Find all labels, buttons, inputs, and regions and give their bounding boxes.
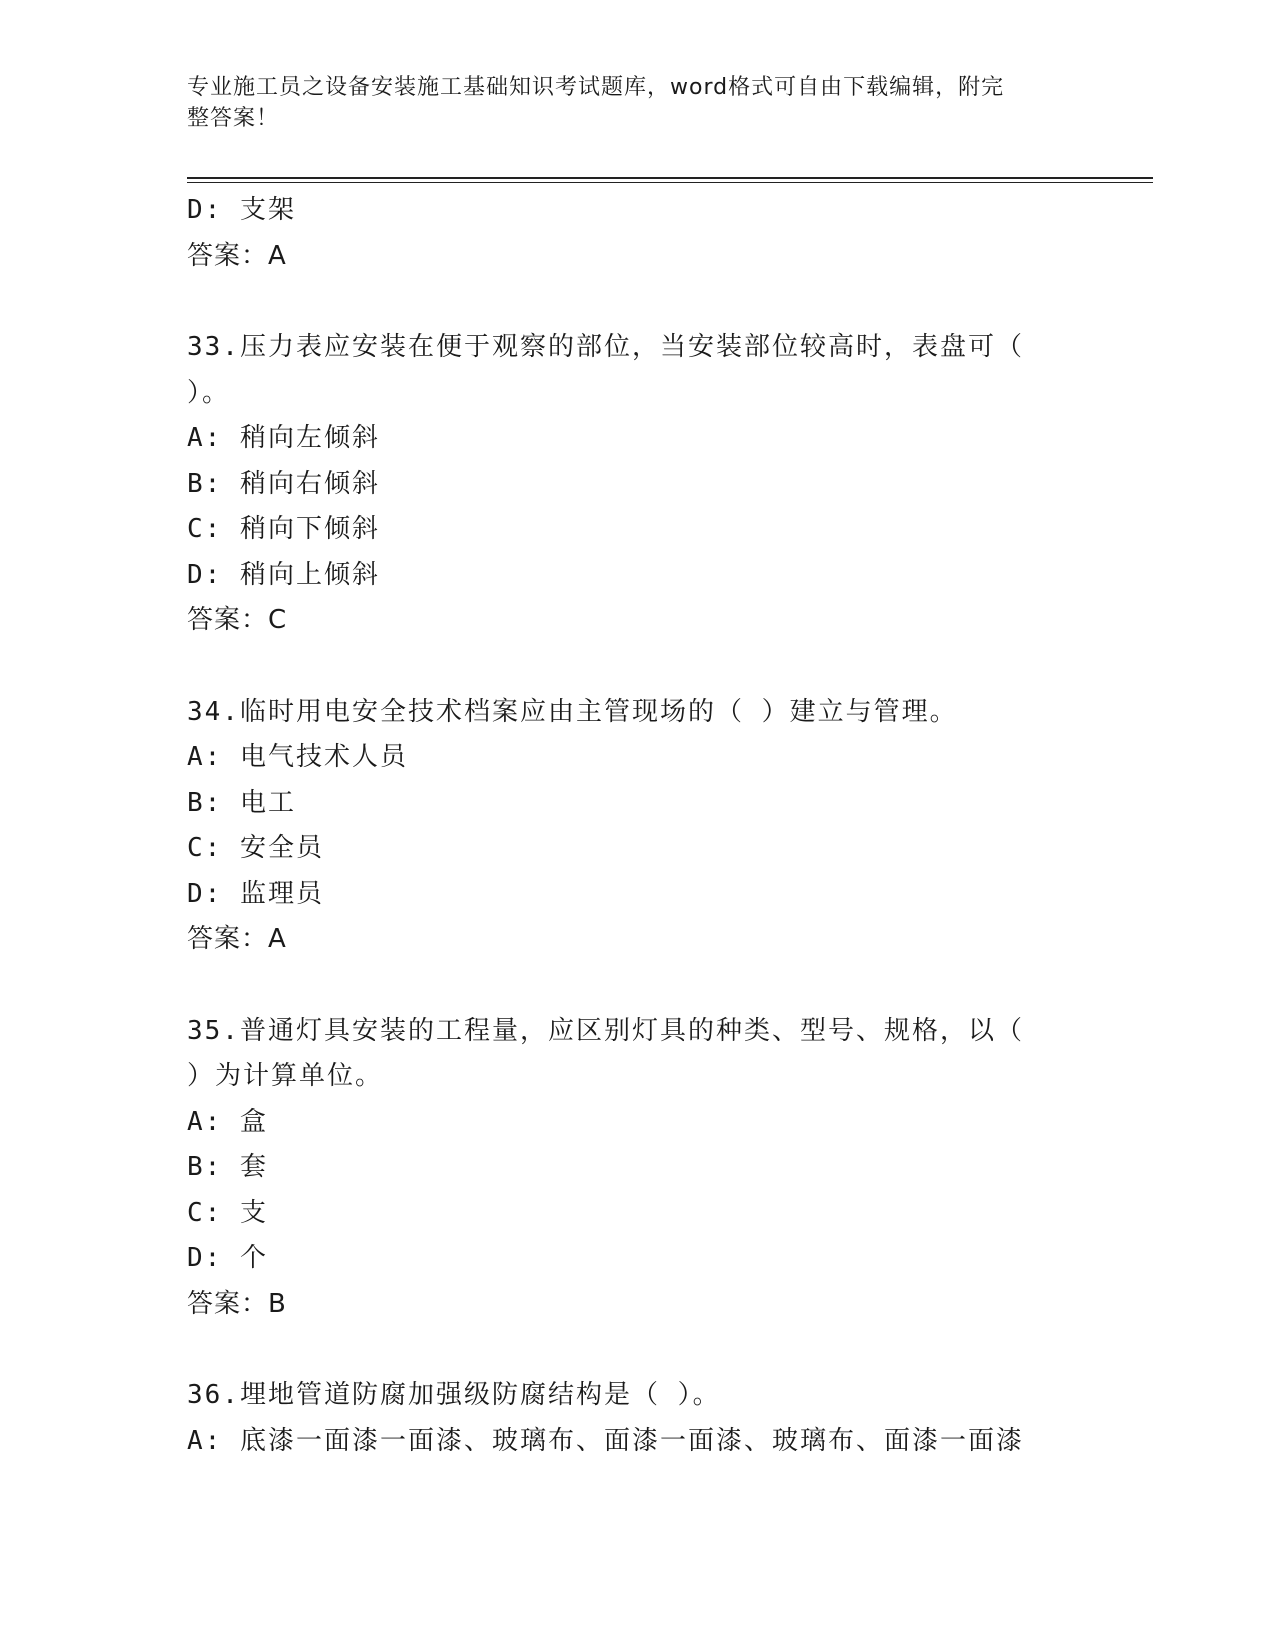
- spacer: [187, 279, 1087, 325]
- header-rule-thick: [187, 177, 1153, 179]
- question-stem: 36.埋地管道防腐加强级防腐结构是（ ）。: [187, 1380, 721, 1410]
- option-b: B: 稍向右倾斜: [187, 468, 380, 499]
- document-header: [187, 72, 1067, 134]
- option-c: C: 安全员: [187, 833, 324, 863]
- spacer: [187, 963, 1087, 1009]
- option-d: D: 个: [187, 1243, 268, 1273]
- option-b: B: 电工: [187, 787, 296, 818]
- option-a: A: 盒: [187, 1106, 268, 1137]
- option-d: D: 稍向上倾斜: [187, 559, 380, 590]
- answer: 答案：A: [187, 924, 287, 954]
- spacer: [187, 644, 1087, 690]
- question-stem: 35.普通灯具安装的工程量，应区别灯具的种类、型号、规格，以（: [187, 1015, 1024, 1046]
- option-a: A: 稍向左倾斜: [187, 423, 380, 453]
- option-a: A: 底漆一面漆一面漆、玻璃布、面漆一面漆、玻璃布、面漆一面漆: [187, 1425, 1024, 1456]
- option-d: D: 支架: [187, 195, 296, 225]
- question-stem: 33.压力表应安装在便于观察的部位，当安装部位较高时，表盘可（: [187, 332, 1024, 362]
- question-stem: 34.临时用电安全技术档案应由主管现场的（ ）建立与管理。: [187, 696, 958, 727]
- header-line-1: 专业施工员之设备安装施工基础知识考试题库，word格式可自由下载编辑，附完: [187, 75, 1005, 100]
- header-line-2: 整答案！: [187, 106, 280, 131]
- answer: 答案：B: [187, 1288, 287, 1319]
- question-stem-cont: ）为计算单位。: [187, 1061, 384, 1091]
- option-b: B: 套: [187, 1152, 268, 1182]
- answer: 答案：A: [187, 240, 287, 271]
- option-c: C: 稍向下倾斜: [187, 514, 380, 544]
- document-body: [187, 188, 1087, 1464]
- spacer: [187, 1327, 1087, 1373]
- option-d: D: 监理员: [187, 878, 324, 909]
- option-c: C: 支: [187, 1197, 268, 1228]
- header-rule-thin: [187, 182, 1153, 183]
- question-stem-cont: ）。: [187, 377, 231, 408]
- answer: 答案：C: [187, 605, 288, 635]
- option-a: A: 电气技术人员: [187, 742, 408, 772]
